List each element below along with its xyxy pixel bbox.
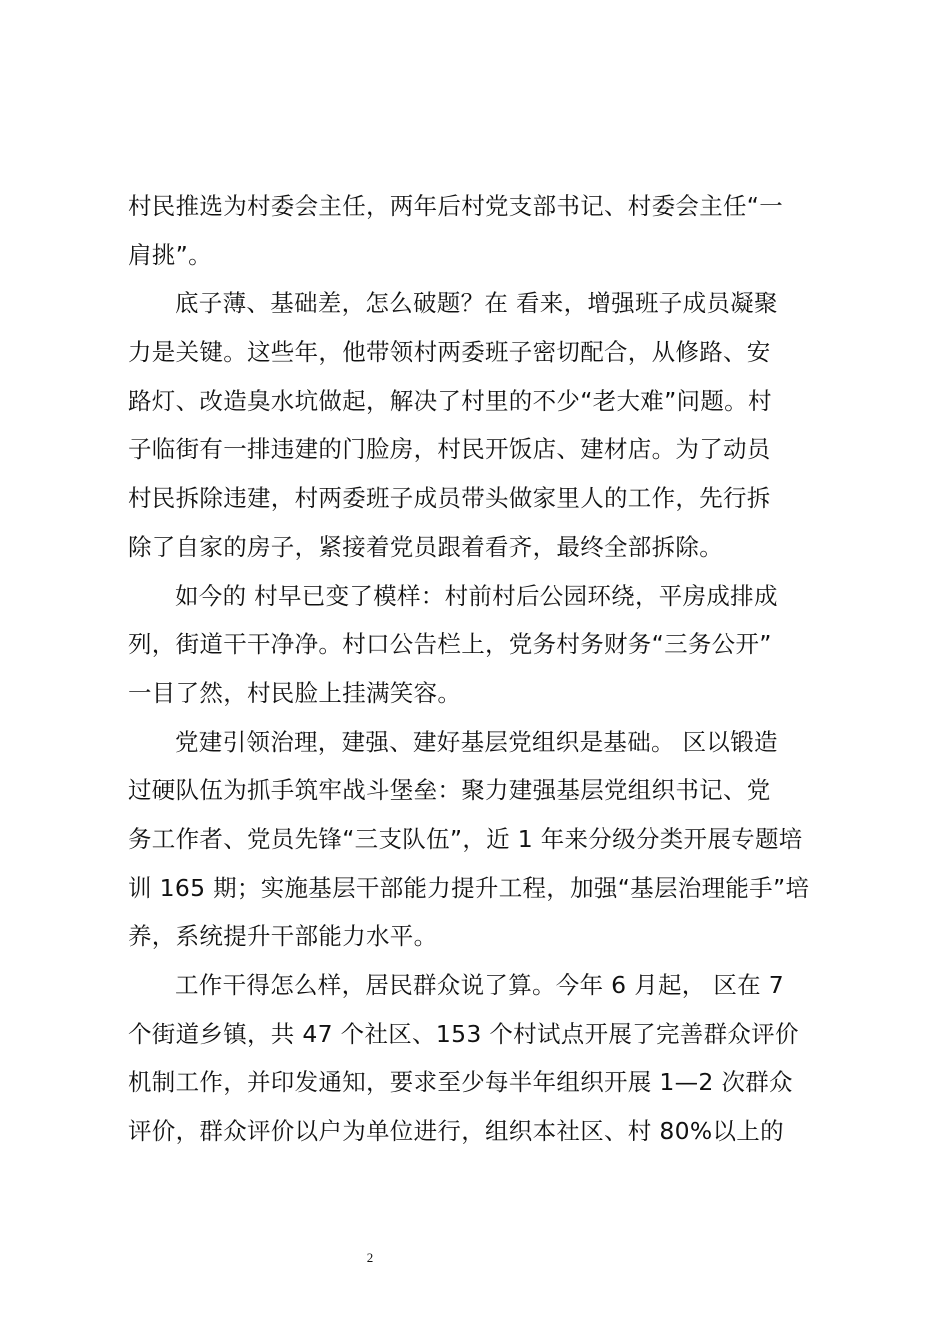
text-line: 务工作者、党员先锋“三支队伍”，近 1 年来分级分类开展专题培 bbox=[128, 824, 803, 853]
text-line: 除了自家的房子，紧接着党员跟着看齐，最终全部拆除。 bbox=[128, 532, 723, 561]
text-line: 路灯、改造臭水坑做起，解决了村里的不少“老大难”问题。村 bbox=[128, 386, 772, 415]
text-line: 训 165 期；实施基层干部能力提升工程，加强“基层治理能手”培 bbox=[128, 873, 810, 902]
text-line: 力是关键。这些年，他带领村两委班子密切配合，从修路、安 bbox=[128, 338, 771, 367]
page-number: 2 bbox=[366, 1250, 374, 1265]
text-line: 列，街道干干净净。村口公告栏上，党务村务财务“三务公开” bbox=[128, 630, 772, 659]
text-line: 过硬队伍为抓手筑牢战斗堡垒：聚力建强基层党组织书记、党 bbox=[128, 776, 771, 805]
document-body bbox=[128, 182, 838, 1156]
text-line: 肩挑”。 bbox=[128, 240, 212, 269]
text-line: 个街道乡镇，共 47 个社区、153 个村试点开展了完善群众评价 bbox=[128, 1019, 799, 1048]
text-line: 工作干得怎么样，居民群众说了算。今年 6 月起， 区在 7 bbox=[175, 971, 784, 999]
text-line: 子临街有一排违建的门脸房，村民开饭店、建材店。为了动员 bbox=[128, 435, 771, 464]
text-line: 一目了然，村民脸上挂满笑容。 bbox=[128, 678, 462, 707]
text-line: 底子薄、基础差，怎么破题？在 看来，增强班子成员凝聚 bbox=[175, 289, 778, 318]
text-line: 村民推选为村委会主任，两年后村党支部书记、村委会主任“一 bbox=[128, 192, 784, 220]
text-line: 评价，群众评价以户为单位进行，组织本社区、村 80%以上的 bbox=[128, 1117, 784, 1146]
text-line: 村民拆除违建，村两委班子成员带头做家里人的工作，先行拆 bbox=[128, 484, 771, 513]
text-line: 如今的 村早已变了模样：村前村后公园环绕，平房成排成 bbox=[175, 581, 778, 610]
text-line: 机制工作，并印发通知，要求至少每半年组织开展 1—2 次群众 bbox=[128, 1068, 793, 1097]
text-line: 养，系统提升干部能力水平。 bbox=[128, 922, 438, 951]
text-line: 党建引领治理，建强、建好基层党组织是基础。 区以锻造 bbox=[175, 727, 778, 756]
